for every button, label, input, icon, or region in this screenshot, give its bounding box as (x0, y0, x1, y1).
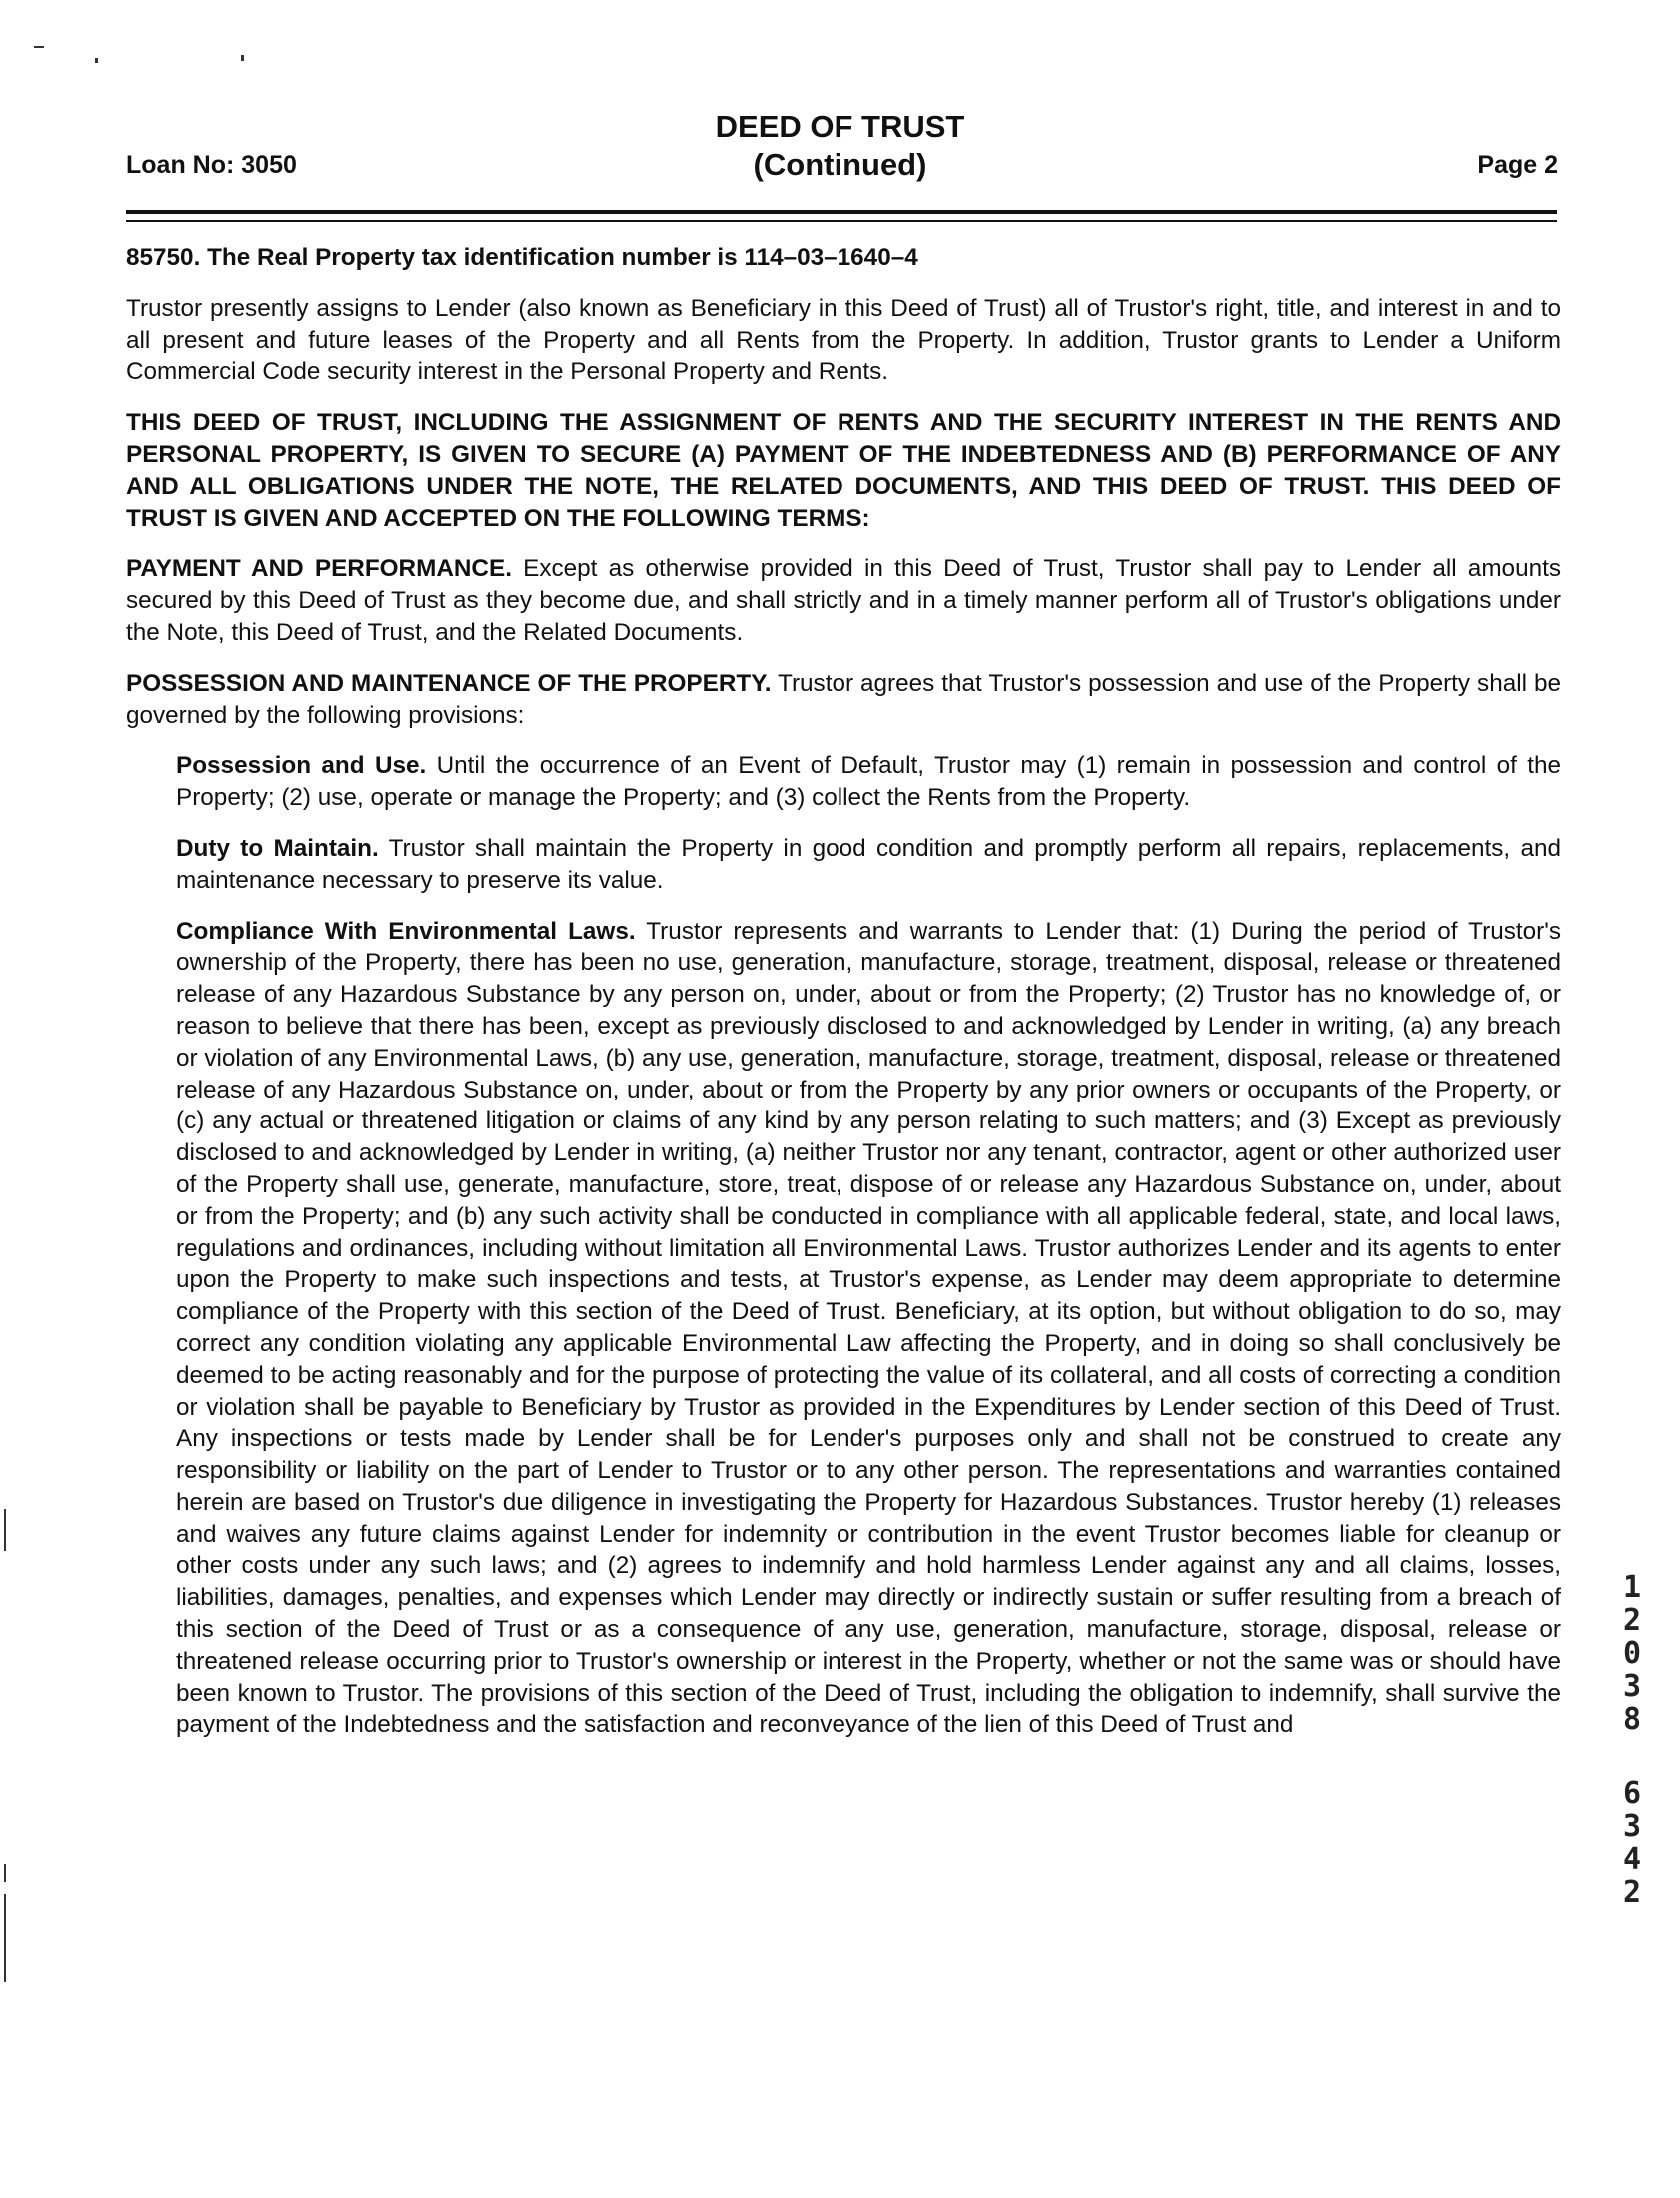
duty-text: Trustor shall maintain the Property in good condition and promptly perform all repairs, replacements, and maintenance necessary to preserve its value. (176, 834, 1561, 894)
margin-stamp (1612, 1571, 1652, 1909)
compliance-heading: Compliance With Environmental Laws. (176, 917, 636, 945)
scan-edge-line (4, 1864, 6, 1882)
title-line: DEED OF TRUST (715, 109, 965, 144)
stamp-digit: 1 (1622, 1570, 1642, 1605)
stamp-digit: 2 (1622, 1875, 1642, 1910)
scan-speck (34, 46, 44, 48)
compliance-paragraph (176, 916, 1561, 1742)
payment-text: Except as otherwise provided in this Deed of Trust, Trustor shall pay to Lender all amounts secured by this Deed of Trust as they become due, and shall strictly and in a timely manner perform all of Trustor's obligations under the Note, this Deed of Trust, and the Related Documents. (126, 555, 1561, 646)
payment-paragraph (126, 553, 1561, 648)
loan-number: Loan No: 3050 (126, 151, 297, 179)
scan-speck (95, 58, 98, 63)
possession-heading: POSSESSION AND MAINTENANCE OF THE PROPERTY. (126, 669, 772, 697)
scan-edge-line (4, 1894, 6, 1982)
header-rule-thick (126, 210, 1557, 214)
duty-heading: Duty to Maintain. (176, 834, 379, 862)
subtitle-line: (Continued) (753, 147, 927, 182)
possession-text: Trustor agrees that Trustor's possession and use of the Property shall be governed by the following provisions: (126, 669, 1562, 729)
compliance-text: Trustor represents and warrants to Lender that: (1) During the period of Trustor's ownership of the Property, there has been no use, generation, manufacture, storage, treatment, disposal, release or threatened release of any Hazardous Substance by any person on, under, about or from the Property; (2) Trustor has no knowledge of, or reason to believe that there has been, except as previously disclosed to and acknowledged by Lender in writing, (a) any breach or violation of any Environmental Laws, (b) any use, generation, manufacture, storage, treatment, disposal, release or threatened release of any Hazardous Substance on, under, about or from the Property by any prior owners or occupants of the Property, or (c) any actual or threatened litigation or claims of any kind by any person relating to such matters; and (3) Except as previously disclosed to and acknowledged by Lender in writing, (a) neither Trustor nor any tenant, contractor, agent or other authorized user of the Property shall use, generate, manufacture, store, treat, dispose of or release any Hazardous Substance on, under, about or from the Property; and (b) any such activity shall be conducted in compliance with all applicable federal, state, and local laws, regulations and ordinances, including without limitation all Environmental Laws. Trustor authorizes Lender and its agents to enter upon the Property to make such inspections and tests, at Trustor's expense, as Lender may deem appropriate to determine compliance of the Property with this section of the Deed of Trust. Beneficiary, at its option, but without obligation to do so, may correct any condition violating any applicable Environmental Law affecting the Property, and in doing so shall conclusively be deemed to be acting reasonably and for the purpose of protecting the value of its collateral, and all costs of correcting a condition or violation shall be payable to Beneficiary by Trustor as provided in the Expenditures by Lender section of this Deed of Trust. Any inspections or tests made by Lender shall be for Lender's purposes only and shall not be construed to create any responsibility or liability on the part of Lender to Trustor or to any other person. The representations and warranties contained herein are based on Trustor's due diligence in investigating the Property for Hazardous Substances. Trustor hereby (1) releases and waives any future claims against Lender for indemnity or contribution in the event Trustor becomes liable for cleanup or other costs under any such laws; and (2) agrees to indemnify and hold harmless Lender against any and all claims, losses, liabilities, damages, penalties, and expenses which Lender may directly or indirectly sustain or suffer resulting from a breach of this section of the Deed of Trust or as a consequence of any use, generation, manufacture, storage, disposal, release or threatened release occurring prior to Trustor's ownership or interest in the Property, whether or not the same was or should have been known to Trustor. The provisions of this section of the Deed of Trust, including the obligation to indemnify, shall survive the payment of the Indebtedness and the satisfaction and reconveyance of the lien of this Deed of Trust and (176, 917, 1561, 1739)
stamp-digit: 2 (1622, 1603, 1642, 1638)
tax-id-line: 85750. The Real Property tax identification number is 114–03–1640–4 (126, 244, 918, 271)
scan-edge-line (4, 1509, 6, 1551)
stamp-digit: 8 (1622, 1702, 1642, 1737)
possession-use-paragraph (176, 750, 1561, 814)
header-rule-thin (126, 220, 1557, 222)
stamp-digit: 3 (1622, 1669, 1642, 1704)
stamp-gap (1612, 1736, 1652, 1777)
stamp-digit: 6 (1622, 1776, 1642, 1811)
stamp-digit: 4 (1622, 1842, 1642, 1877)
assignment-paragraph: Trustor presently assigns to Lender (also known as Beneficiary in this Deed of Trust) all of Trustor's right, title, and interest in and to all present and future leases of the Property and all Rents from the Property. In addition, Trustor grants to Lender a Uniform Commercial Code security interest in the Personal Property and Rents. (126, 294, 1561, 386)
stamp-digit: 0 (1622, 1636, 1642, 1671)
page-number: Page 2 (1477, 151, 1558, 179)
document-body (126, 242, 1561, 1760)
possession-use-text: Until the occurrence of an Event of Default, Trustor may (1) remain in possession and control of the Property; (2) use, operate or manage the Property; and (3) collect the Rents from the Property. (176, 752, 1561, 812)
duty-paragraph (176, 833, 1561, 897)
payment-heading: PAYMENT AND PERFORMANCE. (126, 555, 512, 583)
stamp-digit: 3 (1622, 1809, 1642, 1844)
security-paragraph: THIS DEED OF TRUST, INCLUDING THE ASSIGNMENT OF RENTS AND THE SECURITY INTEREST IN THE RENTS AND PERSONAL PROPERTY, IS GIVEN TO SECURE (A) PAYMENT OF THE INDEBTEDNESS AND (B) PERFORMANCE OF ANY AND ALL OBLIGATIONS UNDER THE NOTE, THE RELATED DOCUMENTS, AND THIS DEED OF TRUST. THIS DEED OF TRUST IS GIVEN AND ACCEPTED ON THE FOLLOWING TERMS: (126, 409, 1561, 532)
scan-speck (241, 55, 244, 61)
possession-use-heading: Possession and Use. (176, 752, 427, 780)
possession-paragraph (126, 668, 1561, 732)
